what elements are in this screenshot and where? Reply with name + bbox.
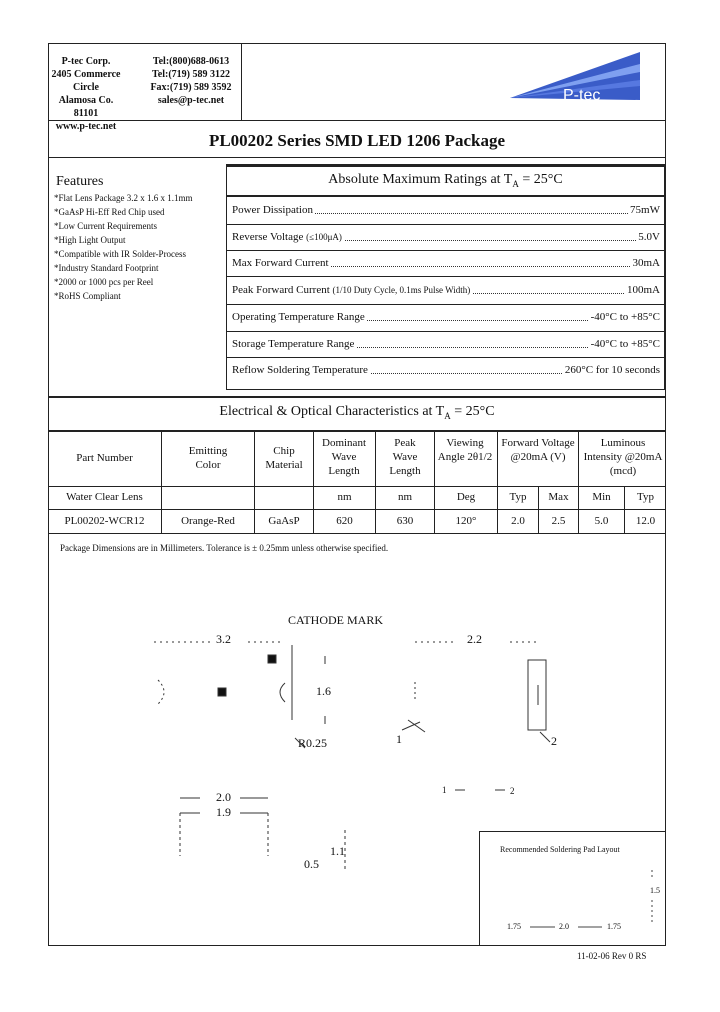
feature-item: *RoHS Compliant — [54, 291, 121, 301]
frame-bottom — [48, 945, 666, 946]
ptec-logo — [505, 50, 645, 110]
col-header-viewing-angle: Viewing Angle 2θ1/2 — [437, 437, 493, 463]
rating-row: Storage Temperature Range -40°C to +85°C — [232, 338, 660, 350]
col-header-dominant-wave: Dominant Wave Length — [322, 437, 366, 477]
company-address: P-tec Corp. 2405 Commerce Circle Alamosa Co. 81101 www.p-tec.net — [51, 56, 121, 132]
data-cell: 630 — [396, 515, 414, 527]
polarity-pin-1: 1 — [442, 785, 447, 795]
rating-row: Operating Temperature Range -40°C to +85°C — [232, 311, 660, 323]
data-cell: 5.0 — [594, 515, 609, 527]
col-header-forward-voltage: Forward Voltage @20mA (V) — [501, 437, 575, 463]
data-cell: 2.5 — [551, 515, 566, 527]
unit-cell: Water Clear Lens — [66, 491, 143, 503]
col-header-part-number: Part Number — [76, 452, 133, 464]
company-contact: Tel:(800)688-0613 Tel:(719) 589 3122 Fax:(719) 589 3592 sales@p-tec.net — [150, 56, 232, 106]
pin-label-2: 2 — [551, 734, 557, 748]
frame-top — [48, 43, 666, 44]
unit-cell: Deg — [456, 491, 476, 503]
pad-dim-right: 1.75 — [607, 922, 621, 931]
pad-dim-height: 1.5 — [650, 886, 660, 895]
unit-cell: Max — [548, 491, 569, 503]
features-heading: Features — [56, 174, 104, 189]
data-cell: 620 — [336, 515, 353, 527]
unit-cell: nm — [337, 491, 352, 503]
revision-footer: 11-02-06 Rev 0 RS — [577, 951, 647, 961]
title-bottom-rule — [48, 157, 666, 158]
dim-base: 0.5 — [304, 857, 319, 871]
rating-row: Reflow Soldering Temperature 260°C for 10 seconds — [232, 364, 660, 376]
dim-lens: 2.0 — [216, 790, 231, 804]
rating-row: Power Dissipation 75mW — [232, 204, 660, 216]
header-divider — [241, 43, 242, 120]
data-cell: Orange-Red — [181, 515, 235, 527]
data-cell: GaAsP — [268, 515, 300, 527]
rating-divider — [227, 304, 664, 305]
rating-row: Max Forward Current 30mA — [232, 257, 660, 269]
dim-radius: R0.25 — [298, 736, 328, 750]
feature-item: *Low Current Requirements — [54, 221, 157, 231]
ratings-head-rule — [227, 195, 664, 197]
feature-item: *High Light Output — [54, 235, 126, 245]
dim-length: 3.2 — [216, 632, 231, 646]
feature-item: *Compatible with IR Solder-Process — [54, 249, 187, 259]
cathode-mark-label: CATHODE MARK — [288, 613, 384, 627]
feature-item: *Flat Lens Package 3.2 x 1.6 x 1.1mm — [54, 193, 193, 203]
pad-dim-gap: 2.0 — [559, 922, 569, 931]
dimensions-note: Package Dimensions are in Millimeters. Tolerance is ± 0.25mm unless otherwise specified. — [60, 543, 389, 553]
header-bottom-rule — [48, 120, 666, 121]
ratings-heading: Absolute Maximum Ratings at $T_A = 25^\circ C$ — [328, 172, 563, 189]
table-rule — [48, 509, 666, 510]
feature-item: *2000 or 1000 pcs per Reel — [54, 277, 154, 287]
rating-row: Reverse Voltage (≤100μA) 5.0V — [232, 231, 660, 243]
logo-text: P-tec — [563, 87, 601, 104]
dim-side: 2.2 — [467, 632, 482, 646]
rating-row: Peak Forward Current (1/10 Duty Cycle, 0.1ms Pulse Width) 100mA — [232, 284, 660, 296]
col-header-chip-material: Chip Material — [265, 445, 303, 471]
pad-dim-left: 1.75 — [507, 922, 521, 931]
pad-drawing — [500, 860, 660, 940]
unit-cell: nm — [397, 491, 413, 503]
feature-item: *GaAsP Hi-Eff Red Chip used — [54, 207, 165, 217]
electrical-heading: Electrical & Optical Characteristics at $T_A = 25^\circ C$ — [219, 404, 495, 421]
page-title: PL00202 Series SMD LED 1206 Package — [208, 131, 506, 150]
pin-label-1: 1 — [396, 732, 402, 746]
rating-divider — [227, 250, 664, 251]
unit-cell: Typ — [509, 491, 527, 503]
rating-divider — [227, 331, 664, 332]
unit-cell: Min — [592, 491, 611, 503]
dim-width: 1.6 — [316, 684, 331, 698]
section-rule — [48, 396, 666, 398]
dim-lens-inner: 1.9 — [216, 805, 231, 819]
data-cell: 2.0 — [511, 515, 525, 527]
col-header-peak-wave: Peak Wave Length — [389, 437, 421, 477]
table-rule — [48, 486, 666, 487]
table-top-rule — [48, 430, 666, 432]
data-cell: PL00202-WCR12 — [64, 515, 145, 527]
pad-layout-title: Recommended Soldering Pad Layout — [500, 845, 620, 854]
dim-height: 1.1 — [330, 844, 345, 858]
data-cell: 120° — [455, 515, 477, 527]
col-header-emitting-color: Emitting Color — [188, 445, 228, 471]
col-header-luminous-intensity: Luminous Intensity @20mA (mcd) — [583, 437, 663, 477]
unit-cell: Typ — [637, 491, 654, 503]
rating-divider — [227, 357, 664, 358]
rating-divider — [227, 224, 664, 225]
polarity-pin-2: 2 — [510, 786, 515, 796]
table-rule — [48, 533, 666, 534]
feature-item: *Industry Standard Footprint — [54, 263, 159, 273]
rating-divider — [227, 276, 664, 277]
data-cell: 12.0 — [635, 515, 656, 527]
